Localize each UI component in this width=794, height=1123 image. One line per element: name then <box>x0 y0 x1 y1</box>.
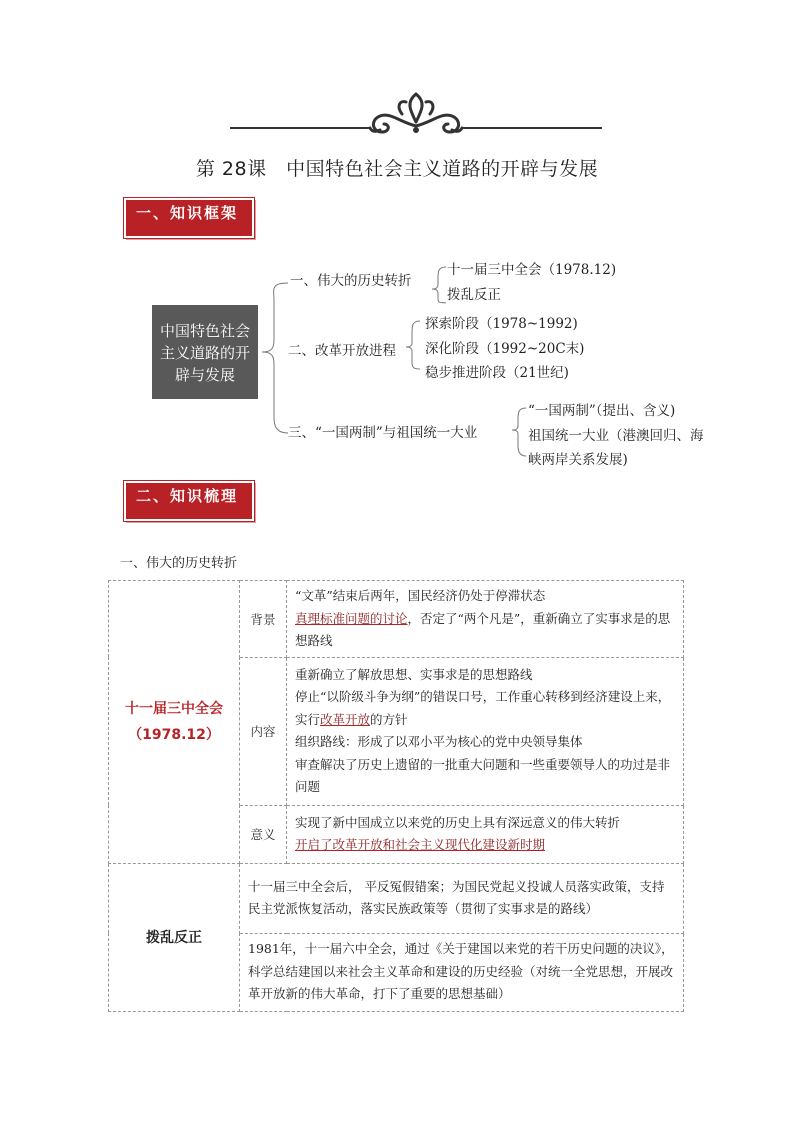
section-badge-label: 二、知识梳理 <box>135 487 238 505</box>
rectify-name: 拨乱反正 <box>146 930 202 946</box>
ornament-divider <box>230 92 602 138</box>
significance-label: 意义 <box>240 805 287 863</box>
content-label: 内容 <box>240 657 287 805</box>
mindmap-item-2-3: 稳步推进阶段（21世纪) <box>425 365 569 381</box>
background-line-2 <box>295 608 675 653</box>
plenum-cell <box>109 581 240 864</box>
mindmap-item-3-1: “一国两制”（提出、含义) <box>528 403 676 419</box>
section-badge-review <box>124 477 252 519</box>
section-badge-framework <box>124 194 252 236</box>
mindmap-item-1-1: 十一届三中全会（1978.12) <box>447 262 617 278</box>
mindmap-root-label: 中国特色社会主义道路的开辟与发展 <box>159 322 250 384</box>
mindmap-item-3-2: 祖国统一大业（港澳回归、海 <box>528 428 704 444</box>
content-line-2: 停止“以阶级斗争为纲”的错误口号，工作重心转移到经济建设上来，实行改革开放的方针 <box>295 689 671 727</box>
plenum-name: 十一届三中全会 <box>125 700 223 717</box>
knowledge-table <box>108 580 684 1012</box>
rectify-row-2: 1981年，十一届六中全会，通过《关于建国以来党的若干历史问题的决议》，科学总结建国以来社会主义革命和建设的历史经验（对统一全党思想，开展改革开放新的伟大革命，打下了重要的思想基础） <box>240 933 684 1011</box>
mindmap-item-1-2: 拨乱反正 <box>447 287 501 303</box>
plenum-date: （1978.12） <box>128 726 220 743</box>
rectify-row-1: 十一届三中全会后， 平反冤假错案；为国民党起义投诚人员落实政策，支持民主党派恢复活动，落实民族政策等（贯彻了实事求是的路线） <box>240 863 684 933</box>
mindmap-branch-3: 三、“一国两制”与祖国统一大业 <box>288 425 478 441</box>
content-content <box>287 657 684 805</box>
content-line-3: 组织路线：形成了以邓小平为核心的党中央领导集体 <box>295 734 583 749</box>
section-badge-label: 一、知识框架 <box>135 204 238 222</box>
background-label: 背景 <box>240 581 287 658</box>
mindmap-branch-1: 一、伟大的历史转折 <box>290 273 412 289</box>
mindmap-item-2-2: 深化阶段（1992~20C末) <box>425 341 585 357</box>
page-title: 第 28课 中国特色社会主义道路的开辟与发展 <box>195 158 599 180</box>
significance-line-2: 开启了改革开放和社会主义现代化建设新时期 <box>295 837 546 852</box>
mindmap-root <box>152 305 258 399</box>
content-line-4: 审查解决了历史上遗留的一批重大问题和一些重要领导人的功过是非问题 <box>295 756 671 794</box>
subsection-heading: 一、伟大的历史转折 <box>120 556 238 571</box>
mindmap-item-2-1: 探索阶段（1978~1992) <box>425 316 578 332</box>
significance-content <box>287 805 684 863</box>
background-underline: 真理标准问题的讨论 <box>295 610 408 626</box>
background-content <box>287 581 684 658</box>
mindmap-item-3-3: 峡两岸关系发展) <box>528 452 628 468</box>
significance-line-1: 实现了新中国成立以来党的历史上具有深远意义的伟大转折 <box>295 814 621 830</box>
background-line-2-rest: ，否定了“两个凡是”，重新确立了实事求是的思想路线 <box>295 610 671 648</box>
mindmap-branch-2: 二、改革开放进程 <box>288 343 396 359</box>
reform-underline: 改革开放 <box>320 711 371 727</box>
background-line-1: “文革”结束后两年，国民经济仍处于停滞状态 <box>295 588 546 603</box>
content-line-1: 重新确立了解放思想、实事求是的思想路线 <box>295 666 533 682</box>
rectify-cell <box>109 863 240 1011</box>
